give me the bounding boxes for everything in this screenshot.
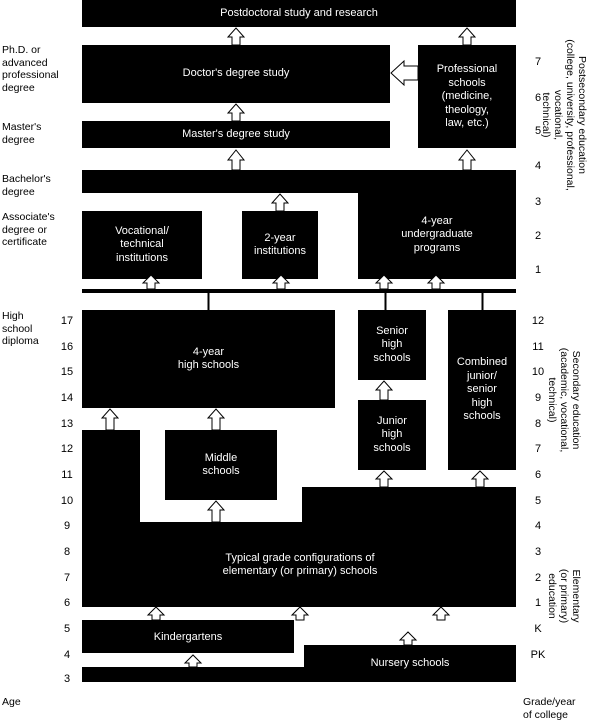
age-16: 16 <box>60 341 74 353</box>
four-year-ug-text: 4-year undergraduate programs <box>401 214 473 254</box>
age-11: 11 <box>61 469 73 481</box>
grade-9: 9 <box>534 392 542 404</box>
year-6: 6 <box>534 92 542 104</box>
arrow-nursery-k <box>400 632 416 645</box>
grade-2: 2 <box>534 572 542 584</box>
grade-axis-label: Grade/year of college <box>523 696 576 721</box>
arrow-k-elem-2 <box>292 607 308 620</box>
combined-text: Combined junior/ senior high schools <box>456 356 508 423</box>
bottom-base-strip <box>82 667 304 682</box>
age-8: 8 <box>63 546 71 558</box>
grade-5: 5 <box>534 495 542 507</box>
professional-text: Professional schools (medicine, theology, law, etc.) <box>436 63 498 130</box>
secondary-label: Secondary education (academic, vocational, technical) <box>546 347 582 453</box>
arrow-k-elem-1 <box>148 607 164 620</box>
age-15: 15 <box>60 366 74 378</box>
grade-12: 12 <box>531 315 545 327</box>
two-year-text: 2-year institutions <box>254 231 306 257</box>
age-axis-label: Age <box>2 696 21 708</box>
grade-4: 4 <box>534 520 542 532</box>
junior-hs-text: Junior high schools <box>373 414 411 454</box>
associates-label: Associate's degree or certificate <box>2 211 55 248</box>
grade-1: 1 <box>534 597 542 609</box>
masters-label: Master's degree <box>2 121 42 146</box>
age-10: 10 <box>60 495 74 507</box>
elementary-label: Elementary (or primary) education <box>546 568 582 624</box>
grade-3: 3 <box>534 546 542 558</box>
arrow-prof-doctors <box>391 61 418 85</box>
postdoc-text: Postdoctoral study and research <box>220 6 378 19</box>
nursery-text: Nursery schools <box>370 657 450 670</box>
arrow-bach-prof <box>459 150 475 170</box>
arrow-elem-4yrhs <box>102 409 118 430</box>
age-6: 6 <box>63 597 71 609</box>
phd-label: Ph.D. or advanced professional degree <box>2 44 59 94</box>
age-13: 13 <box>60 418 74 430</box>
year-5: 5 <box>534 125 542 137</box>
year-4: 4 <box>534 160 542 172</box>
year-1: 1 <box>534 264 542 276</box>
age-9: 9 <box>63 520 71 532</box>
doctors-text: Doctor's degree study <box>182 67 290 80</box>
arrow-elem-junior <box>376 471 392 487</box>
elementary-text: Typical grade configurations of elementary (or primary) schools <box>222 551 378 577</box>
arrow-prof-postdoc <box>459 28 475 45</box>
age-12: 12 <box>60 443 74 455</box>
age-14: 14 <box>60 392 74 404</box>
grade-k: K <box>534 623 542 635</box>
arrow-2yr-bach <box>272 194 288 211</box>
middle-text: Middle schools <box>202 451 240 477</box>
year-3: 3 <box>534 196 542 208</box>
arrow-elem-combined <box>472 471 488 487</box>
connector-3 <box>482 293 484 310</box>
age-7: 7 <box>63 572 71 584</box>
arrow-k-elem-3 <box>433 607 449 620</box>
connector-2 <box>385 293 387 310</box>
grade-11: 11 <box>532 341 544 353</box>
hs-diploma-line <box>82 289 516 293</box>
postsecondary-label: Postsecondary education (college, university, professional, vocational, technical) <box>540 39 588 191</box>
senior-hs-text: Senior high schools <box>373 324 411 364</box>
masters-text: Master's degree study <box>182 127 290 140</box>
highschool-label: High school diploma <box>2 310 39 347</box>
age-17: 17 <box>60 315 74 327</box>
year-7: 7 <box>534 56 542 68</box>
bachelors-label: Bachelor's degree <box>2 173 51 198</box>
age-4: 4 <box>63 649 71 661</box>
arrow-bach-masters <box>228 150 244 170</box>
arrow-doctors-postdoc <box>228 28 244 45</box>
arrow-elem-middle <box>208 501 224 522</box>
grade-10: 10 <box>531 366 545 378</box>
arrow-base-k <box>185 655 201 667</box>
grade-6: 6 <box>534 469 542 481</box>
age-3: 3 <box>63 673 71 685</box>
age-5: 5 <box>63 623 71 635</box>
kindergartens-text: Kindergartens <box>153 630 223 643</box>
grade-7: 7 <box>534 443 542 455</box>
arrow-junior-senior <box>376 381 392 400</box>
grade-pk: PK <box>530 649 546 661</box>
arrow-middle-4yrhs <box>208 409 224 430</box>
grade-8: 8 <box>534 418 542 430</box>
connector-1 <box>208 293 210 310</box>
year-2: 2 <box>534 230 542 242</box>
vocational-text: Vocational/ technical institutions <box>115 224 169 264</box>
four-year-hs-text: 4-year high schools <box>177 345 240 371</box>
arrow-masters-doctors <box>228 104 244 121</box>
